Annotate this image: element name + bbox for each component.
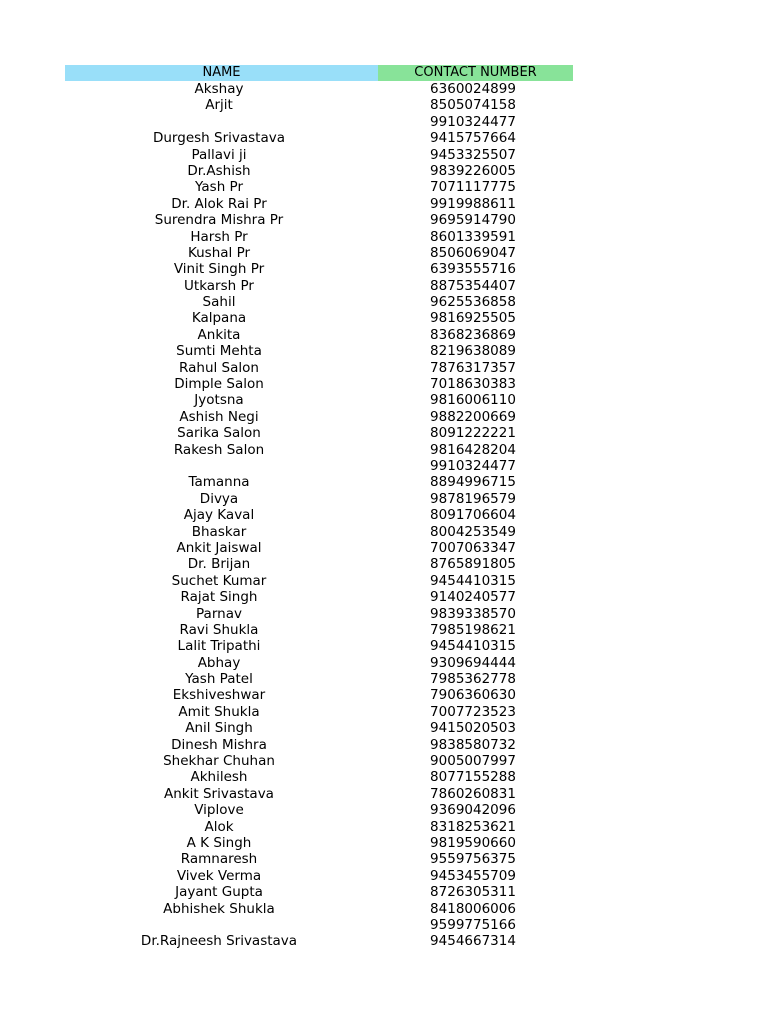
table-row <box>65 671 573 687</box>
table-row <box>65 769 573 785</box>
contact-name: Dr. Alok Rai Pr <box>171 195 267 212</box>
contact-number: 8368236869 <box>430 326 516 343</box>
contact-number: 7985362778 <box>430 671 516 688</box>
table-row <box>65 81 573 97</box>
contact-number: 6393555716 <box>430 261 516 278</box>
contact-number: 7007063347 <box>430 539 516 556</box>
contact-name <box>65 917 373 933</box>
table-row <box>65 704 573 720</box>
contact-name: Dimple Salon <box>174 376 264 393</box>
contact-number: 9816006110 <box>430 392 516 409</box>
contact-name: Suchet Kumar <box>171 572 267 589</box>
contact-name: Dr.Ashish <box>187 162 251 179</box>
contact-name: Jyotsna <box>194 392 244 409</box>
contact-number: 7876317357 <box>430 359 516 376</box>
table-row <box>65 573 573 589</box>
contact-name: Arjit <box>205 97 233 114</box>
contact-name: Sarika Salon <box>177 425 261 442</box>
contact-number: 9839226005 <box>430 162 516 179</box>
contact-name: Surendra Mishra Pr <box>154 212 284 229</box>
contact-name: Sahil <box>202 294 236 311</box>
table-row <box>65 753 573 769</box>
contact-name: Akhilesh <box>190 769 248 786</box>
contact-number: 9454667314 <box>430 933 516 950</box>
table-row <box>65 245 573 261</box>
contact-name: Yash Pr <box>195 179 243 196</box>
table-row <box>65 720 573 736</box>
contact-number: 9454410315 <box>430 638 516 655</box>
contact-number: 7985198621 <box>430 621 516 638</box>
contact-number: 7860260831 <box>430 785 516 802</box>
contact-number-column-header: CONTACT NUMBER <box>378 65 573 81</box>
contact-number: 7018630383 <box>430 376 516 393</box>
contact-name <box>65 458 373 474</box>
contact-list <box>65 81 573 950</box>
contact-number: 9453455709 <box>430 867 516 884</box>
table-row <box>65 392 573 408</box>
contact-number: 9882200669 <box>430 408 516 425</box>
contact-name: Ramnaresh <box>180 851 258 868</box>
contact-number: 8418006006 <box>430 900 516 917</box>
table-row <box>65 294 573 310</box>
table-row <box>65 212 573 228</box>
table-row <box>65 884 573 900</box>
contact-name: Akshay <box>194 81 244 97</box>
contact-number: 7906360630 <box>430 687 516 704</box>
table-row <box>65 229 573 245</box>
contact-name: Dr.Rajneesh Srivastava <box>140 933 298 950</box>
contact-number: 9453325507 <box>430 146 516 163</box>
table-row <box>65 278 573 294</box>
contact-number: 8091222221 <box>430 425 516 442</box>
contact-name: Vivek Verma <box>176 867 262 884</box>
contact-name: Anil Singh <box>185 720 253 737</box>
table-row <box>65 819 573 835</box>
contact-name: Divya <box>199 490 239 507</box>
contact-number: 8505074158 <box>430 97 516 114</box>
table-row <box>65 933 573 949</box>
table-row <box>65 458 573 474</box>
table-row <box>65 835 573 851</box>
table-row <box>65 901 573 917</box>
contact-sheet <box>65 65 573 950</box>
table-row <box>65 786 573 802</box>
contact-name: Abhay <box>197 654 241 671</box>
table-row <box>65 606 573 622</box>
header-row <box>65 65 573 81</box>
contact-name: Parnav <box>196 605 242 622</box>
contact-name: Ravi Shukla <box>179 621 259 638</box>
contact-number: 9919988611 <box>430 195 516 212</box>
contact-number: 8875354407 <box>430 277 516 294</box>
contact-name <box>65 114 373 130</box>
contact-number: 9415757664 <box>430 130 516 147</box>
table-row <box>65 130 573 146</box>
table-row <box>65 524 573 540</box>
contact-number: 8318253621 <box>430 818 516 835</box>
contact-number: 9910324477 <box>430 113 516 130</box>
table-row <box>65 655 573 671</box>
contact-name: Rakesh Salon <box>173 441 265 458</box>
contact-name: Ankita <box>197 326 241 343</box>
contact-name: Utkarsh Pr <box>184 277 254 294</box>
contact-number: 8004253549 <box>430 523 516 540</box>
contact-number: 9816925505 <box>430 310 516 327</box>
table-row <box>65 360 573 376</box>
contact-name: Ekshiveshwar <box>172 687 266 704</box>
contact-number: 9878196579 <box>430 490 516 507</box>
table-row <box>65 425 573 441</box>
table-row <box>65 638 573 654</box>
table-row <box>65 589 573 605</box>
contact-number: 9309694444 <box>430 654 516 671</box>
contact-number: 9910324477 <box>430 457 516 474</box>
contact-name: A K Singh <box>186 834 252 851</box>
contact-name: Ankit Srivastava <box>164 785 274 802</box>
contact-number: 9838580732 <box>430 736 516 753</box>
contact-number: 9695914790 <box>430 212 516 229</box>
contact-name: Viplove <box>194 802 244 819</box>
table-row <box>65 114 573 130</box>
contact-number: 9839338570 <box>430 605 516 622</box>
contact-name: Rajat Singh <box>180 589 258 606</box>
table-row <box>65 507 573 523</box>
contact-number: 9005007997 <box>430 753 516 770</box>
contact-number: 8077155288 <box>430 769 516 786</box>
contact-number: 9625536858 <box>430 294 516 311</box>
table-row <box>65 327 573 343</box>
table-row <box>65 147 573 163</box>
table-row <box>65 737 573 753</box>
contact-name: Amit Shukla <box>178 703 260 720</box>
contact-name: Harsh Pr <box>190 228 248 245</box>
table-row <box>65 179 573 195</box>
table-row <box>65 310 573 326</box>
contact-number: 9816428204 <box>430 441 516 458</box>
contact-number: 8765891805 <box>430 556 516 573</box>
contact-number: 9369042096 <box>430 802 516 819</box>
table-row <box>65 97 573 113</box>
contact-name: Jayant Gupta <box>175 884 263 901</box>
table-row <box>65 917 573 933</box>
contact-name: Ashish Negi <box>179 408 259 425</box>
contact-name: Rahul Salon <box>179 359 259 376</box>
contact-number: 8894996715 <box>430 474 516 491</box>
table-row <box>65 802 573 818</box>
contact-name: Ajay Kaval <box>183 507 255 524</box>
table-row <box>65 556 573 572</box>
contact-name: Lalit Tripathi <box>177 638 261 655</box>
contact-name: Kushal Pr <box>187 244 251 261</box>
contact-number: 9415020503 <box>430 720 516 737</box>
table-row <box>65 409 573 425</box>
table-row <box>65 474 573 490</box>
contact-name: Ankit Jaiswal <box>176 539 262 556</box>
contact-number: 9454410315 <box>430 572 516 589</box>
contact-number: 9140240577 <box>430 589 516 606</box>
table-row <box>65 540 573 556</box>
contact-number: 8726305311 <box>430 884 516 901</box>
table-row <box>65 261 573 277</box>
contact-number: 9559756375 <box>430 851 516 868</box>
table-row <box>65 343 573 359</box>
table-row <box>65 163 573 179</box>
contact-number: 9819590660 <box>430 834 516 851</box>
contact-name: Shekhar Chuhan <box>163 753 275 770</box>
contact-name: Dr. Brijan <box>187 556 251 573</box>
table-row <box>65 687 573 703</box>
contact-name: Bhaskar <box>191 523 247 540</box>
name-column-header: NAME <box>65 65 378 81</box>
contact-name: Vinit Singh Pr <box>173 261 265 278</box>
contact-number: 8601339591 <box>430 228 516 245</box>
table-row <box>65 868 573 884</box>
table-row <box>65 442 573 458</box>
contact-name: Yash Patel <box>185 671 253 688</box>
contact-number: 7007723523 <box>430 703 516 720</box>
contact-number: 9599775166 <box>430 916 516 933</box>
contact-number: 8506069047 <box>430 244 516 261</box>
table-row <box>65 196 573 212</box>
contact-name: Sumti Mehta <box>176 343 262 360</box>
table-row <box>65 622 573 638</box>
contact-number: 8219638089 <box>430 343 516 360</box>
contact-name: Dinesh Mishra <box>171 736 267 753</box>
contact-name: Abhishek Shukla <box>163 900 275 917</box>
contact-number: 7071117775 <box>430 179 516 196</box>
contact-name: Durgesh Srivastava <box>152 130 285 147</box>
contact-name: Pallavi ji <box>191 146 247 163</box>
contact-number: 6360024899 <box>430 81 516 97</box>
table-row <box>65 491 573 507</box>
contact-name: Alok <box>204 818 234 835</box>
table-row <box>65 851 573 867</box>
table-row <box>65 376 573 392</box>
contact-name: Tamanna <box>188 474 250 491</box>
contact-number: 8091706604 <box>430 507 516 524</box>
contact-name: Kalpana <box>191 310 247 327</box>
